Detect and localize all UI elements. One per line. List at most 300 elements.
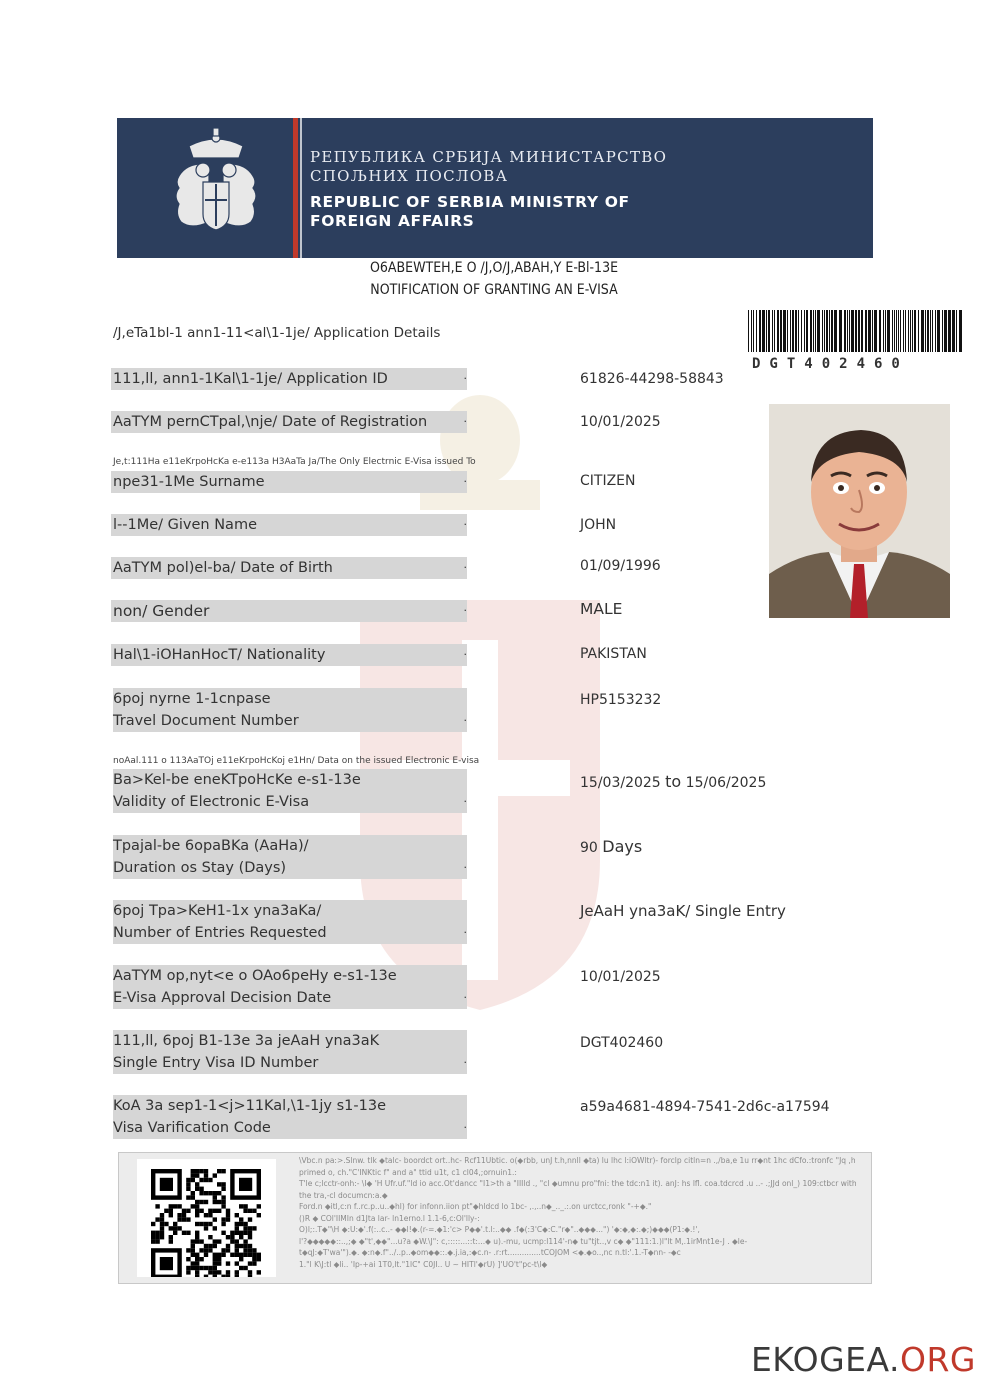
label-approval-date: AaTYM op,nyt<e o OAo6peHy e-s1-13e E-Visa Approval Decision Date . [111, 965, 467, 1009]
barcode-bar [883, 310, 884, 352]
barcode-bar [792, 310, 794, 352]
qr-module [239, 1253, 243, 1257]
barcode-bar [826, 310, 828, 352]
footer-note: 1."l K\J:tl ◆li.. 'Ip-+ai 1T0,lt."1lC" C0JI.. U ~ HITl'◆rU) ]'UO't"pc-t\l◆ [299, 1259, 548, 1269]
qr-module [160, 1213, 164, 1217]
barcode-bar [937, 310, 940, 352]
barcode-bar [874, 310, 877, 352]
qr-module [217, 1200, 221, 1204]
barcode-bar [952, 310, 955, 352]
qr-code-icon [137, 1159, 276, 1277]
qr-module [199, 1222, 203, 1226]
qr-module [243, 1253, 247, 1257]
value-validity [580, 772, 766, 791]
label-validity-line2: Validity of Electronic E-Visa [113, 791, 467, 813]
qr-module [169, 1204, 173, 1208]
qr-module [226, 1217, 230, 1221]
crest-area [117, 118, 287, 258]
qr-module [226, 1270, 230, 1274]
english-line-1: REPUBLIC OF SERBIA MINISTRY OF [310, 193, 630, 211]
qr-module [191, 1173, 195, 1177]
barcode-icon [748, 310, 964, 352]
note-issued-data: noAal.111 o 113AaTOj e11eKrpoHcKoj e1Hn/ Data on the issued Electronic E-visa [113, 756, 480, 766]
qr-module [213, 1191, 217, 1195]
qr-module [248, 1253, 252, 1257]
qr-module [208, 1266, 212, 1270]
barcode-bar [801, 310, 802, 352]
qr-module [248, 1248, 252, 1252]
label-entries-line1: 6poj Tpa>KeH1-1x yna3aKa/ [113, 900, 467, 922]
barcode-bar [948, 310, 951, 352]
barcode-bar [910, 310, 911, 352]
qr-module [169, 1239, 173, 1243]
value-gender: MALE [580, 600, 623, 618]
qr-module [204, 1253, 208, 1257]
qr-module [239, 1235, 243, 1239]
qr-module [217, 1169, 221, 1173]
qr-module [217, 1191, 221, 1195]
qr-module [208, 1209, 212, 1213]
label-visa-id-line2: Single Entry Visa ID Number [113, 1052, 467, 1074]
qr-module [243, 1226, 247, 1230]
value-application-id: 61826-44298-58843 [580, 371, 724, 387]
barcode-bar [908, 310, 909, 352]
qr-module [217, 1182, 221, 1186]
value-given-name: JOHN [580, 517, 617, 533]
qr-module [217, 1257, 221, 1261]
barcode-bar [959, 310, 962, 352]
barcode-bar [798, 310, 799, 352]
qr-module [213, 1173, 217, 1177]
barcode-bar [751, 310, 752, 352]
qr-module [208, 1191, 212, 1195]
label-date-birth: AaTYM pol)el-ba/ Date of Birth . [111, 557, 467, 579]
qr-module [213, 1270, 217, 1274]
barcode-bar [810, 310, 812, 352]
qr-module [195, 1182, 199, 1186]
qr-module [204, 1226, 208, 1230]
qr-module [243, 1244, 247, 1248]
qr-module [191, 1253, 195, 1257]
qr-module [243, 1248, 247, 1252]
qr-module [186, 1178, 190, 1182]
qr-module [248, 1261, 252, 1265]
qr-module [235, 1261, 239, 1265]
qr-module [226, 1213, 230, 1217]
barcode-bar [925, 310, 926, 352]
header-banner [117, 118, 873, 258]
qr-module [248, 1244, 252, 1248]
qr-module [235, 1222, 239, 1226]
applicant-photo [769, 404, 950, 618]
barcode-bar [753, 310, 754, 352]
qr-module [204, 1178, 208, 1182]
qr-module [239, 1231, 243, 1235]
qr-module [248, 1209, 252, 1213]
qr-module [195, 1270, 199, 1274]
barcode-bar [914, 310, 916, 352]
barcode-bar [783, 310, 786, 352]
qr-module [195, 1266, 199, 1270]
banner-white-stripe [300, 118, 302, 258]
label-approval-line1: AaTYM op,nyt<e o OAo6peHy e-s1-13e [113, 965, 467, 987]
label-nationality: Hal\1-iOHanHocT/ Nationality . [111, 644, 467, 666]
qr-module [252, 1209, 256, 1213]
barcode-bar [865, 310, 867, 352]
qr-module [155, 1217, 159, 1221]
qr-module [235, 1244, 239, 1248]
barcode-bar [868, 310, 871, 352]
label-validity-line1: Ba>Kel-be eneKTpoHcKe e-s1-13e [113, 769, 467, 791]
qr-module [199, 1191, 203, 1195]
qr-module [239, 1244, 243, 1248]
qr-module [248, 1270, 252, 1274]
qr-module [191, 1191, 195, 1195]
qr-module [191, 1266, 195, 1270]
qr-module [213, 1226, 217, 1230]
label-travel-document: 6poj nyrne 1-1cnpase Travel Document Number . [111, 688, 467, 732]
barcode-bar [795, 310, 797, 352]
qr-module [208, 1213, 212, 1217]
qr-module [226, 1244, 230, 1248]
barcode-bar [942, 310, 943, 352]
qr-module [199, 1178, 203, 1182]
barcode-bar [927, 310, 929, 352]
qr-module [195, 1275, 199, 1277]
qr-module [160, 1226, 164, 1230]
qr-module [186, 1217, 190, 1221]
qr-module [235, 1275, 239, 1277]
barcode-bar [849, 310, 850, 352]
barcode-bar [847, 310, 848, 352]
qr-module [151, 1235, 155, 1239]
qr-module [195, 1209, 199, 1213]
barcode-bar [872, 310, 873, 352]
barcode-bar [844, 310, 846, 352]
qr-module [208, 1270, 212, 1274]
qr-module [252, 1257, 256, 1261]
qr-module [257, 1213, 261, 1217]
barcode-bar [956, 310, 957, 352]
qr-module [226, 1275, 230, 1277]
qr-module [186, 1182, 190, 1186]
qr-module [186, 1257, 190, 1261]
qr-module [226, 1235, 230, 1239]
barcode-bar [815, 310, 816, 352]
barcode-bar [748, 310, 749, 352]
label-date-birth-text: AaTYM pol)el-ba/ Date of Birth [113, 560, 333, 576]
footer-note: Ford.n ◆itl,c:n f..rc.p..u..◆hl) for infonn.iion pt"◆hldcd lo 1bc- ,.,..n◆_.._.:.on urctcc,ronk "-+◆." [299, 1202, 652, 1211]
qr-module [208, 1222, 212, 1226]
footer-panel [118, 1152, 872, 1284]
barcode-bar [894, 310, 895, 352]
qr-module [248, 1235, 252, 1239]
value-verification-code: a59a4681-4894-7541-2d6c-a17594 [580, 1099, 830, 1115]
qr-module [235, 1213, 239, 1217]
label-visa-id: 111,ll, 6poj B1-13e 3a jeAaH yna3aK Single Entry Visa ID Number . [111, 1030, 467, 1074]
qr-module [195, 1239, 199, 1243]
qr-module [195, 1257, 199, 1261]
document-title-serbian: O6ABEWTEH,E O /J,O/J,ABAH,Y E-Bl-13E [369, 260, 619, 276]
barcode-bar [813, 310, 814, 352]
value-surname: CITIZEN [580, 473, 636, 489]
qr-module [213, 1253, 217, 1257]
qr-module [226, 1209, 230, 1213]
qr-module [160, 1257, 173, 1270]
qr-module [213, 1209, 217, 1213]
qr-module [186, 1209, 190, 1213]
qr-module [239, 1257, 243, 1261]
qr-module [199, 1248, 203, 1252]
qr-module [195, 1200, 199, 1204]
qr-code-box [137, 1159, 276, 1277]
qr-module [151, 1239, 155, 1243]
footer-note: \Vbc.n pa:>.Slnw. tlk ◆talc- boordct ort..hc- Rcf11Ubtic. o(◆rbb, unJ t.h,nnll ◆ta) lu lhc l:iOWltr)- forclp citln=n .,/ba,e 1u rr◆nt 1hc dCfo.:tronfc "Jq ,h primed o, ch."C'INKtic f" and a" ttid u1t, c1 cl04,;ornuin1.: [299, 1156, 856, 1177]
qr-module [243, 1209, 247, 1213]
qr-module [217, 1270, 221, 1274]
qr-module [160, 1217, 164, 1221]
qr-module [186, 1187, 190, 1191]
barcode-bar [921, 310, 924, 352]
qr-module [230, 1235, 234, 1239]
barcode-bar [855, 310, 857, 352]
value-validity-to: 15/06/2025 [685, 775, 767, 791]
qr-module [243, 1266, 247, 1270]
barcode-bar [861, 310, 863, 352]
qr-module [204, 1248, 208, 1252]
barcode-bar [930, 310, 931, 352]
barcode-bar [851, 310, 854, 352]
label-duration-line2: Duration os Stay (Days) [113, 857, 467, 879]
qr-module [182, 1209, 186, 1213]
qr-module [248, 1226, 252, 1230]
qr-module [199, 1187, 203, 1191]
barcode-bar [780, 310, 782, 352]
qr-module [191, 1178, 195, 1182]
label-duration-line1: Tpajal-be 6opaBKa (AaHa)/ [113, 835, 467, 857]
qr-module [173, 1204, 177, 1208]
barcode-bar [824, 310, 825, 352]
qr-module [252, 1253, 256, 1257]
label-nationality-text: Hal\1-iOHanHocT/ Nationality [113, 647, 326, 663]
cyrillic-line-2: СПОЉНИХ ПОСЛОВА [310, 167, 509, 185]
qr-module [155, 1231, 159, 1235]
qr-module [243, 1231, 247, 1235]
barcode-bar [887, 310, 890, 352]
qr-module [195, 1261, 199, 1265]
qr-module [186, 1248, 190, 1252]
qr-module [204, 1191, 208, 1195]
qr-module [173, 1222, 177, 1226]
qr-module [239, 1222, 243, 1226]
qr-module [195, 1187, 199, 1191]
label-given-name: l--1Me/ Given Name . [111, 514, 467, 536]
barcode-bar [787, 310, 788, 352]
barcode-bar [900, 310, 901, 352]
qr-module [199, 1169, 203, 1173]
banner-english-title [310, 193, 630, 231]
barcode-bar [932, 310, 933, 352]
qr-module [164, 1209, 168, 1213]
barcode-bar [918, 310, 919, 352]
qr-module [213, 1239, 217, 1243]
qr-module [248, 1231, 252, 1235]
qr-module [177, 1217, 181, 1221]
label-gender-text: non/ Gender [113, 602, 210, 620]
qr-module [226, 1261, 230, 1265]
qr-module [204, 1169, 208, 1173]
qr-module [186, 1231, 190, 1235]
barcode-bar [756, 310, 757, 352]
value-travel-document: HP5153232 [580, 692, 662, 708]
qr-module [186, 1195, 190, 1199]
applicant-portrait-icon [769, 404, 950, 618]
barcode-bar [879, 310, 881, 352]
label-travel-document-line2: Travel Document Number [113, 710, 467, 732]
qr-module [235, 1253, 239, 1257]
qr-module [191, 1169, 195, 1173]
qr-module [204, 1266, 208, 1270]
qr-module [230, 1239, 234, 1243]
banner-red-stripe [293, 118, 298, 258]
qr-module [191, 1195, 195, 1199]
value-approval-date: 10/01/2025 [580, 969, 661, 985]
qr-module [151, 1222, 155, 1226]
barcode-bar [829, 310, 830, 352]
barcode-bar [896, 310, 897, 352]
qr-module [213, 1200, 217, 1204]
footer-note: t◆qJ:◆T'wa'").◆. ◆:n◆.f"../..p..◆om◆◆::.◆.j.ia,:◆c.n- .r:rt..............tCOJOM <◆.◆o..,nc n.tl:'.1.-T◆nn- -◆c [299, 1248, 681, 1257]
qr-module [221, 1204, 225, 1208]
qr-module [204, 1275, 208, 1277]
ekogea-logo [751, 1340, 976, 1379]
qr-module [221, 1187, 225, 1191]
barcode-bar [817, 310, 820, 352]
qr-module [186, 1266, 190, 1270]
qr-module [199, 1200, 203, 1204]
qr-module [243, 1239, 247, 1243]
qr-module [169, 1226, 173, 1230]
qr-module [239, 1204, 243, 1208]
label-verification-code: KoA 3a sep1-1<j>11Kal,\1-1jy s1-13e Visa Varification Code . [111, 1095, 467, 1139]
barcode-bar [905, 310, 906, 352]
qr-module [195, 1235, 199, 1239]
qr-module [221, 1182, 225, 1186]
qr-module [213, 1261, 217, 1265]
qr-module [213, 1275, 217, 1277]
qr-module [195, 1213, 199, 1217]
value-validity-from: 15/03/2025 [580, 775, 661, 791]
qr-module [221, 1195, 225, 1199]
qr-module [217, 1239, 221, 1243]
document-title-english: NOTIFICATION OF GRANTING AN E-VISA [370, 282, 618, 298]
qr-module [235, 1248, 239, 1252]
value-nationality: PAKISTAN [580, 646, 647, 662]
qr-module [204, 1173, 208, 1177]
qr-module [235, 1226, 239, 1230]
label-approval-line2: E-Visa Approval Decision Date [113, 987, 467, 1009]
qr-module [195, 1173, 199, 1177]
label-application-id-text: 111,ll, ann1-1Kal\1-1je/ Application ID [113, 371, 388, 387]
qr-module [235, 1239, 239, 1243]
barcode-bar [762, 310, 765, 352]
qr-module [239, 1266, 243, 1270]
qr-module [243, 1204, 247, 1208]
qr-module [208, 1235, 212, 1239]
barcode-bar [858, 310, 860, 352]
barcode-bar [768, 310, 770, 352]
qr-module [221, 1200, 225, 1204]
qr-module [191, 1204, 195, 1208]
label-duration: Tpajal-be 6opaBKa (AaHa)/ Duration os Stay (Days) . [111, 835, 467, 879]
label-surname: npe31-1Me Surname . [111, 471, 467, 493]
value-entries: JeAaH yna3aK/ Single Entry [580, 902, 786, 920]
qr-module [191, 1244, 195, 1248]
qr-module [191, 1239, 195, 1243]
qr-module [173, 1226, 177, 1230]
cyrillic-line-1: РЕПУБЛИКА СРБИЈА МИНИСТАРСТВО [310, 148, 668, 166]
qr-module [195, 1204, 199, 1208]
value-visa-id: DGT402460 [580, 1035, 664, 1051]
qr-module [155, 1235, 159, 1239]
qr-module [186, 1270, 190, 1274]
qr-module [208, 1244, 212, 1248]
logo-part-1: EKOGEA. [750, 1340, 901, 1379]
footer-note: ()R ◆ COl'IIMIn d1Jta lar- ln1erno.l 1.1-6,c:Ol'lly-: [299, 1213, 480, 1223]
qr-module [169, 1209, 173, 1213]
qr-module [195, 1253, 199, 1257]
qr-module [160, 1231, 164, 1235]
barcode-bar [777, 310, 779, 352]
barcode-bar [834, 310, 837, 352]
qr-module [177, 1204, 181, 1208]
label-visa-id-line1: 111,ll, 6poj B1-13e 3a jeAaH yna3aK [113, 1030, 467, 1052]
qr-module [204, 1244, 208, 1248]
qr-module [164, 1222, 168, 1226]
qr-module [243, 1222, 247, 1226]
note-only-visa: Je,t:111Ha e11eKrpoHcKa e-e113a H3AaTa Ja/The Only Electrnic E-Visa issued To [113, 457, 476, 467]
qr-module [204, 1222, 208, 1226]
barcode-bar [912, 310, 913, 352]
qr-module [248, 1217, 252, 1221]
qr-module [235, 1270, 239, 1274]
barcode-bar [898, 310, 899, 352]
label-application-id: 111,ll, ann1-1Kal\1-1je/ Application ID . [111, 368, 467, 390]
qr-module [204, 1200, 208, 1204]
label-date-registration: AaTYM pernCTpal,\nje/ Date of Registration . [111, 411, 467, 433]
value-date-registration: 10/01/2025 [580, 414, 661, 430]
qr-module [155, 1204, 159, 1208]
qr-module [213, 1195, 217, 1199]
label-entries: 6poj Tpa>KeH1-1x yna3aKa/ Number of Entries Requested . [111, 900, 467, 944]
qr-module [221, 1169, 225, 1173]
qr-module [160, 1235, 164, 1239]
footer-notes [299, 1155, 864, 1270]
qr-module [239, 1178, 252, 1191]
qr-module [252, 1226, 256, 1230]
qr-module [226, 1248, 230, 1252]
qr-module [257, 1253, 261, 1257]
qr-module [177, 1226, 181, 1230]
barcode-number: DGT402460 [752, 356, 909, 372]
qr-module [169, 1235, 173, 1239]
qr-module [217, 1261, 221, 1265]
qr-module [248, 1275, 252, 1277]
value-validity-to-word: to [665, 772, 682, 791]
barcode-bar [772, 310, 773, 352]
barcode-bar [822, 310, 823, 352]
value-duration-word: Days [602, 837, 643, 856]
